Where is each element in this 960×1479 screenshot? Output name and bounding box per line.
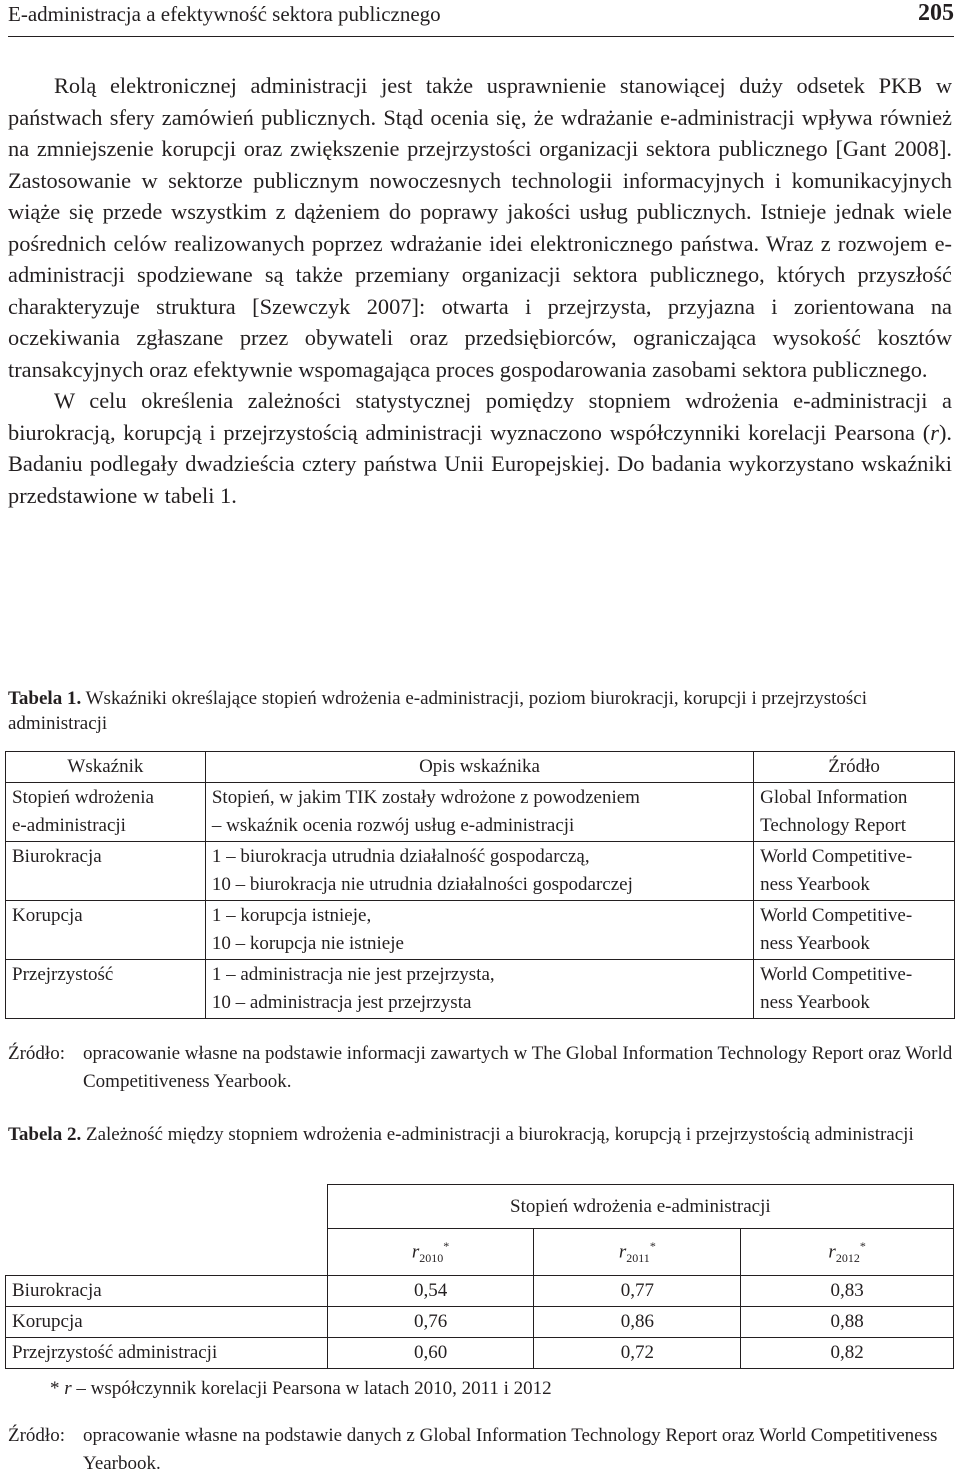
table2-group-header: Stopień wdrożenia e-administracji [327,1185,953,1229]
table-row [6,783,955,842]
year-subscript: 2010 [419,1251,444,1266]
paragraph-2 [8,385,952,511]
table2-cell: 0,82 [741,1338,954,1369]
table1-label: Tabela 1. [8,688,82,709]
r-symbol: r [618,1241,627,1263]
r-symbol: r [411,1241,420,1263]
table1-cell-source: World Competitive- ness Yearbook [754,960,955,1019]
asterisk: * [649,1238,656,1253]
table1-header-row [6,752,955,783]
table2-source-label: Źródło: [8,1425,65,1446]
table2 [5,1184,954,1369]
footnote-text: – współczynnik korelacji Pearsona w latach 2010, 2011 i 2012 [71,1378,552,1399]
pearson-r-symbol: r [930,419,939,445]
table2-cell: 0,86 [534,1307,741,1338]
table1-cell-source: World Competitive- ness Yearbook [754,901,955,960]
table2-group-header-row [6,1185,954,1229]
body-text [8,70,952,511]
table2-source-text: opracowanie własne na podstawie danych z Global Information Technology Report oraz World Competitiveness Yearbook. [83,1425,938,1474]
paragraph-2-text-a: W celu określenia zależności statystycznej pomiędzy stopniem wdrożenia e-administracji a biurokracją, korupcją i przejrzystością administracji wyznaczono współczynniki korelacji Pearsona ( [8,388,952,445]
table1-header-source: Źródło [754,752,955,783]
asterisk: * [443,1238,450,1253]
paragraph-2-text-b: ). Badaniu podlegały dwadzieścia cztery państwa Unii Europejskiej. Do badania wykorzystano wskaźniki przedstawione w tabeli 1. [8,419,952,508]
table2-cell: 0,54 [327,1276,534,1307]
table2-cell: 0,88 [741,1307,954,1338]
table-row [6,901,955,960]
table2-cell: 0,60 [327,1338,534,1369]
table2-cell: 0,76 [327,1307,534,1338]
table1-cell-description: Stopień, w jakim TIK zostały wdrożone z powodzeniem – wskaźnik ocenia rozwój usług e-administracji [205,783,753,842]
table1-cell-source: World Competitive- ness Yearbook [754,842,955,901]
table2-footnote [50,1378,552,1400]
page-number: 205 [918,0,954,26]
table-row [6,842,955,901]
table2-header-r2011 [534,1229,741,1276]
table1-cell-indicator: Stopień wdrożenia e-administracji [6,783,206,842]
table2-cell: 0,77 [534,1276,741,1307]
table2-cell: 0,72 [534,1338,741,1369]
paragraph-1: Rolą elektronicznej administracji jest także usprawnienie stanowiącej duży odsetek PKB w państwach sfery zamówień publicznych. Stąd ocenia się, że wdrażanie e-administracji wpływa również na zmniejszenie korupcji oraz zwiększenie przejrzystości organizacji sektora publicznego [Gant 2008]. Zastosowanie w sektorze publicznym nowoczesnych technologii informacyjnych i komunikacyjnych wiąże się przede wszystkim z dążeniem do poprawy jakości usług publicznych. Istnieje jednak wiele pośrednich celów realizowanych poprzez wdrażanie idei elektronicznego państwa. Wraz z rozwojem e-administracji spodziewane są także przemiany organizacji sektora publicznego, których przyszłość charakteryzuje struktura [Szewczyk 2007]: otwarta i przejrzysta, przyjazna i zorientowana na oczekiwania zgłaszane przez obywateli oraz przedsiębiorców, ograniczająca wysokość kosztów transakcyjnych oraz efektywnie wspomagająca proces gospodarowania zasobami sektora publicznego. [8,73,952,382]
table1-source-label: Źródło: [8,1043,65,1064]
table-row [6,960,955,1019]
year-subscript: 2012 [835,1251,860,1266]
r-symbol: r [828,1241,836,1263]
page-header [8,0,954,37]
table2-label: Tabela 2. [8,1124,82,1145]
table1-header-indicator: Wskaźnik [6,752,206,783]
footnote-asterisk: * [50,1378,65,1399]
table2-source [8,1422,956,1478]
table1-cell-description: 1 – administracja nie jest przejrzysta, 10 – administracja jest przejrzysta [205,960,753,1019]
table1-cell-description: 1 – biurokracja utrudnia działalność gospodarczą, 10 – biurokracja nie utrudnia działalności gospodarczej [205,842,753,901]
table1-cell-description: 1 – korupcja istnieje, 10 – korupcja nie istnieje [205,901,753,960]
table1-caption [8,686,952,736]
table2-row-label: Biurokracja [6,1276,328,1307]
footnote-r-symbol: r [64,1378,72,1399]
table1-caption-text: Wskaźniki określające stopień wdrożenia e-administracji, poziom biurokracji, korupcji i przejrzystości administracji [8,688,867,734]
table1-source [8,1040,956,1096]
table1 [5,751,955,1019]
table2-corner [6,1185,328,1276]
running-title: E-administracja a efektywność sektora publicznego [8,2,441,26]
table1-cell-indicator: Korupcja [6,901,206,960]
table2-row-label: Korupcja [6,1307,328,1338]
table2-header-r2012 [741,1229,954,1276]
table2-caption-text: Zależność między stopniem wdrożenia e-administracji a biurokracją, korupcją i przejrzystością administracji [81,1124,914,1145]
asterisk: * [859,1238,866,1253]
year-subscript: 2011 [626,1251,650,1266]
table-row [6,1276,954,1307]
table1-header-description: Opis wskaźnika [205,752,753,783]
table-row [6,1338,954,1369]
table1-cell-source: Global Information Technology Report [754,783,955,842]
table-row [6,1307,954,1338]
table2-cell: 0,83 [741,1276,954,1307]
table2-header-r2010 [327,1229,534,1276]
table2-row-label: Przejrzystość administracji [6,1338,328,1369]
table1-cell-indicator: Biurokracja [6,842,206,901]
table2-caption [8,1122,952,1147]
table1-cell-indicator: Przejrzystość [6,960,206,1019]
table1-source-text: opracowanie własne na podstawie informacji zawartych w The Global Information Technology Report oraz World Competitiveness Yearbook. [83,1043,953,1092]
